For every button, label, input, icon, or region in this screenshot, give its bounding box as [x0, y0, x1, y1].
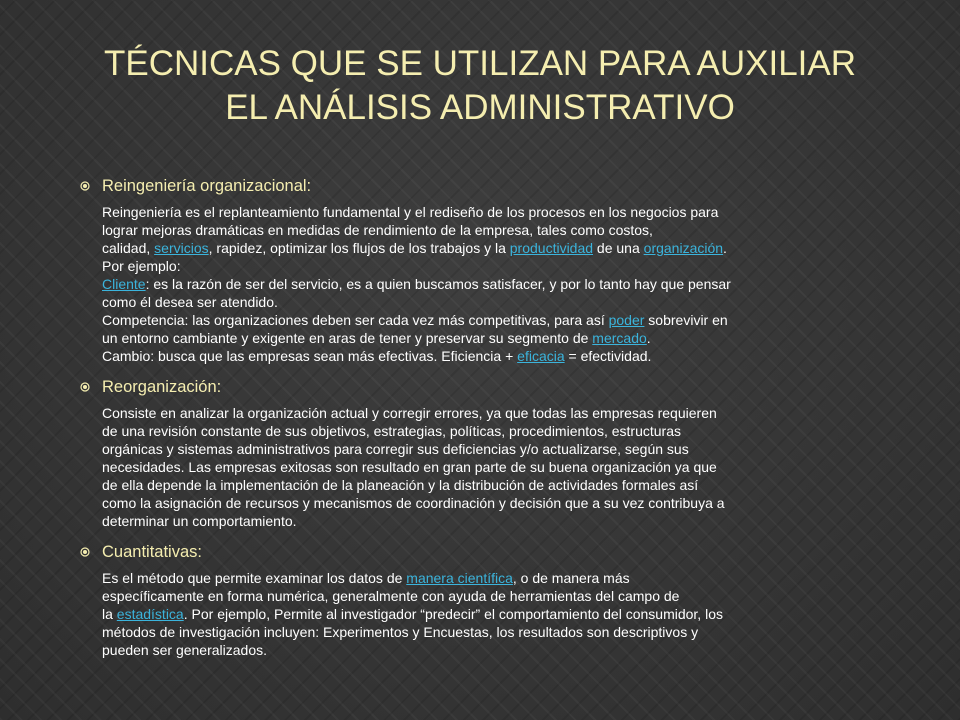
slide-title: [40, 42, 920, 130]
text-segment: , rapidez, optimizar los flujos de los trabajos y la: [208, 240, 510, 256]
text-line: [102, 440, 825, 458]
text-line: [102, 275, 825, 293]
text-segment: de ella depende la implementación de la planeación y la distribución de actividades formales así: [102, 477, 699, 493]
hyperlink[interactable]: estadística: [116, 606, 184, 622]
text-segment: Consiste en analizar la organización actual y corregir errores, ya que todas las empresas requieren: [102, 405, 717, 421]
slide-title-line-1: TÉCNICAS QUE SE UTILIZAN PARA AUXILIAR: [103, 44, 857, 83]
text-line: [102, 221, 825, 239]
text-line: [102, 203, 825, 221]
text-segment: , o de manera más: [512, 570, 630, 586]
text-segment: calidad,: [102, 240, 155, 256]
section-reingenieria: [80, 176, 825, 365]
text-segment: de una revisión constante de sus objetivos, estrategias, políticas, procedimientos, estructuras: [102, 423, 681, 439]
text-segment: como la asignación de recursos y mecanismos de coordinación y decisión que a su vez contribuya a: [102, 495, 725, 511]
text-segment: pueden ser generalizados.: [102, 642, 268, 658]
text-line: [102, 257, 825, 275]
section-body: [102, 404, 825, 530]
text-line: [102, 494, 825, 512]
text-segment: determinar un comportamiento.: [102, 513, 297, 529]
text-segment: como él desea ser atendido.: [102, 294, 278, 310]
hyperlink[interactable]: organización: [643, 240, 724, 256]
text-segment: orgánicas y sistemas administrativos para corregir sus deficiencias y/o actualizarse, según sus: [102, 441, 689, 457]
text-line: [102, 623, 825, 641]
section-cuantitativas: [80, 542, 825, 659]
text-segment: . Por ejemplo, Permite al investigador “predecir” el comportamiento del consumidor, los: [183, 606, 723, 622]
hyperlink[interactable]: mercado: [592, 330, 647, 346]
section-heading: [80, 377, 825, 397]
text-segment: Reingeniería es el replanteamiento fundamental y el rediseño de los procesos en los negocios para: [102, 204, 719, 220]
text-segment: Competencia: las organizaciones deben ser cada vez más competitivas, para así: [102, 312, 609, 328]
text-segment: .: [723, 240, 727, 256]
section-heading: [80, 542, 825, 562]
section-heading-label: Cuantitativas:: [102, 543, 202, 561]
text-line: [102, 569, 825, 587]
text-line: [102, 605, 825, 623]
text-line: [102, 404, 825, 422]
text-line: [102, 311, 825, 329]
text-line: [102, 329, 825, 347]
hyperlink[interactable]: manera científica: [406, 570, 513, 586]
text-segment: lograr mejoras dramáticas en medidas de rendimiento de la empresa, tales como costos,: [102, 222, 653, 238]
hyperlink[interactable]: productividad: [509, 240, 594, 256]
text-segment: un entorno cambiante y exigente en aras de tener y preservar su segmento de: [102, 330, 593, 346]
text-segment: Es el método que permite examinar los datos de: [102, 570, 407, 586]
hyperlink[interactable]: poder: [608, 312, 645, 328]
text-segment: métodos de investigación incluyen: Experimentos y Encuestas, los resultados son descriptivos y: [102, 624, 699, 640]
hyperlink[interactable]: Cliente: [102, 276, 146, 292]
section-heading-label: Reingeniería organizacional:: [102, 177, 312, 195]
text-line: [102, 239, 825, 257]
hyperlink[interactable]: servicios: [154, 240, 209, 256]
text-segment: .: [646, 330, 651, 346]
hyperlink[interactable]: eficacia: [517, 348, 565, 364]
text-segment: la: [102, 606, 117, 622]
text-segment: : es la razón de ser del servicio, es a quien buscamos satisfacer, y por lo tanto hay que pensar: [145, 276, 731, 292]
section-heading: [80, 176, 825, 196]
text-segment: Por ejemplo:: [102, 258, 181, 274]
text-line: [102, 422, 825, 440]
text-line: [102, 587, 825, 605]
text-segment: de una: [593, 240, 644, 256]
text-segment: específicamente en forma numérica, generalmente con ayuda de herramientas del campo de: [102, 588, 680, 604]
section-body: [102, 569, 825, 659]
text-line: [102, 347, 825, 365]
text-line: [102, 476, 825, 494]
text-segment: sobrevivir en: [644, 312, 728, 328]
circle-bullet-icon: [80, 181, 90, 191]
text-segment: Cambio: busca que las empresas sean más efectivas. Eficiencia +: [102, 348, 518, 364]
circle-bullet-icon: [80, 547, 90, 557]
circle-bullet-icon: [80, 382, 90, 392]
section-body: [102, 203, 825, 365]
slide-content: [80, 176, 825, 659]
section-reorganizacion: [80, 377, 825, 530]
text-line: [102, 458, 825, 476]
text-line: [102, 512, 825, 530]
text-line: [102, 641, 825, 659]
text-line: [102, 293, 825, 311]
text-segment: = efectividad.: [564, 348, 652, 364]
text-segment: necesidades. Las empresas exitosas son resultado en gran parte de su buena organización ya que: [102, 459, 717, 475]
section-heading-label: Reorganización:: [102, 378, 222, 396]
slide-title-line-2: EL ANÁLISIS ADMINISTRATIVO: [225, 88, 735, 127]
